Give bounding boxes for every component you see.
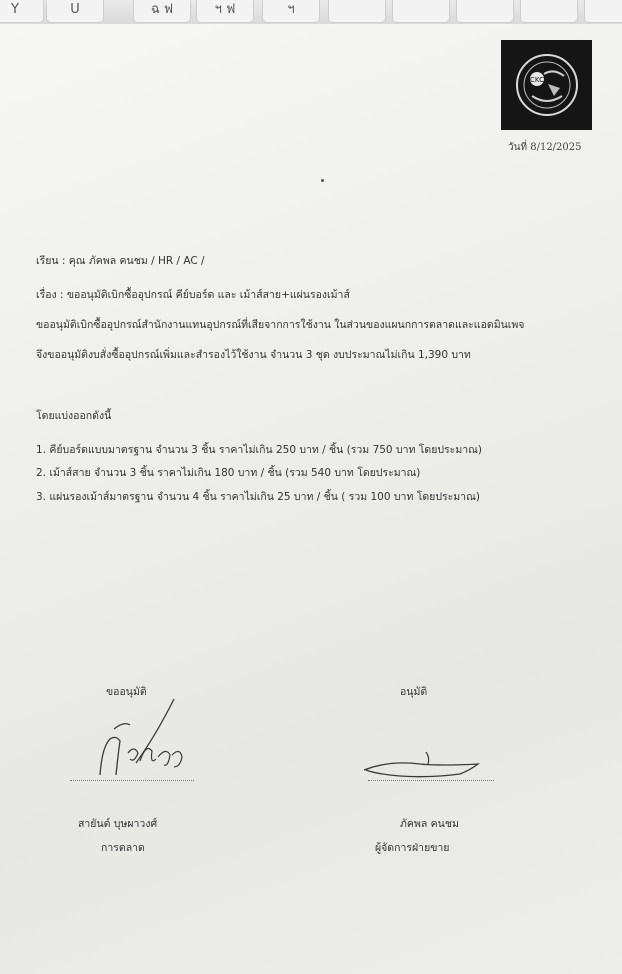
list-item: 2. เม้าส์สาย จำนวน 3 ชิ้น ราคาไม่เกิน 180 บาท / ชิ้น (รวม 540 บาท โดยประมาณ) [36,467,421,479]
signature-line [70,780,194,781]
list-item: 1. คีย์บอร์ดแบบมาตรฐาน จำนวน 3 ชิ้น ราคาไม่เกิน 250 บาท / ชิ้น (รวม 750 บาท โดยประมาณ) [36,444,482,456]
logo-seal-icon [514,52,580,118]
breakdown-intro: โดยแบ่งออกดังนี้ [36,410,112,422]
subject-line: เรื่อง : ขออนุมัติเบิกซื้ออุปกรณ์ คีย์บอร์ด และ เม้าส์สาย+แผ่นรองเม้าส์ [36,289,350,301]
keyboard-edge [0,0,622,27]
requester-position: การตลาด [101,842,145,854]
keyboard-key: U [46,0,104,23]
keyboard-key [520,0,578,23]
keyboard-key: ฉ ฟ [133,0,191,23]
keyboard-key [392,0,450,23]
approver-signature [360,748,490,788]
keyboard-key [328,0,386,23]
approver-heading: อนุมัติ [400,686,428,698]
body-line: จึงขออนุมัติงบสั่งซื้ออุปกรณ์เพิ่มและสำรองไว้ใช้งาน จำนวน 3 ชุด งบประมาณไม่เกิน 1,390 บาท [36,349,471,361]
paper-speck [321,179,324,182]
svg-text:CKC: CKC [529,76,544,84]
requester-heading: ขออนุมัติ [106,686,147,698]
body-line: ขออนุมัติเบิกซื้ออุปกรณ์สำนักงานแทนอุปกรณ์ที่เสียจากการใช้งาน ในส่วนของแผนกการตลาดและแอดมินเพจ [36,319,525,331]
company-logo [501,40,592,130]
requester-name: สายันต์ บุษผาวงศ์ [78,818,158,830]
requester-signature [90,695,200,785]
list-item: 3. แผ่นรองเม้าส์มาตรฐาน จำนวน 4 ชิ้น ราคาไม่เกิน 25 บาท / ชิ้น ( รวม 100 บาท โดยประมาณ) [36,491,480,503]
keyboard-key [456,0,514,23]
keyboard-key: Y [0,0,44,23]
approver-position: ผู้จัดการฝ่ายขาย [375,842,450,854]
approver-name: ภัคพล คนชม [400,818,459,830]
recipient-line: เรียน : คุณ ภัคพล คนชม / HR / AC / [36,255,205,267]
signature-line [368,780,494,781]
keyboard-key [584,0,622,23]
keyboard-key: ฯ ฟ [196,0,254,23]
document-date: วันที่ 8/12/2025 [508,142,582,153]
keyboard-key: ฯ [262,0,320,23]
